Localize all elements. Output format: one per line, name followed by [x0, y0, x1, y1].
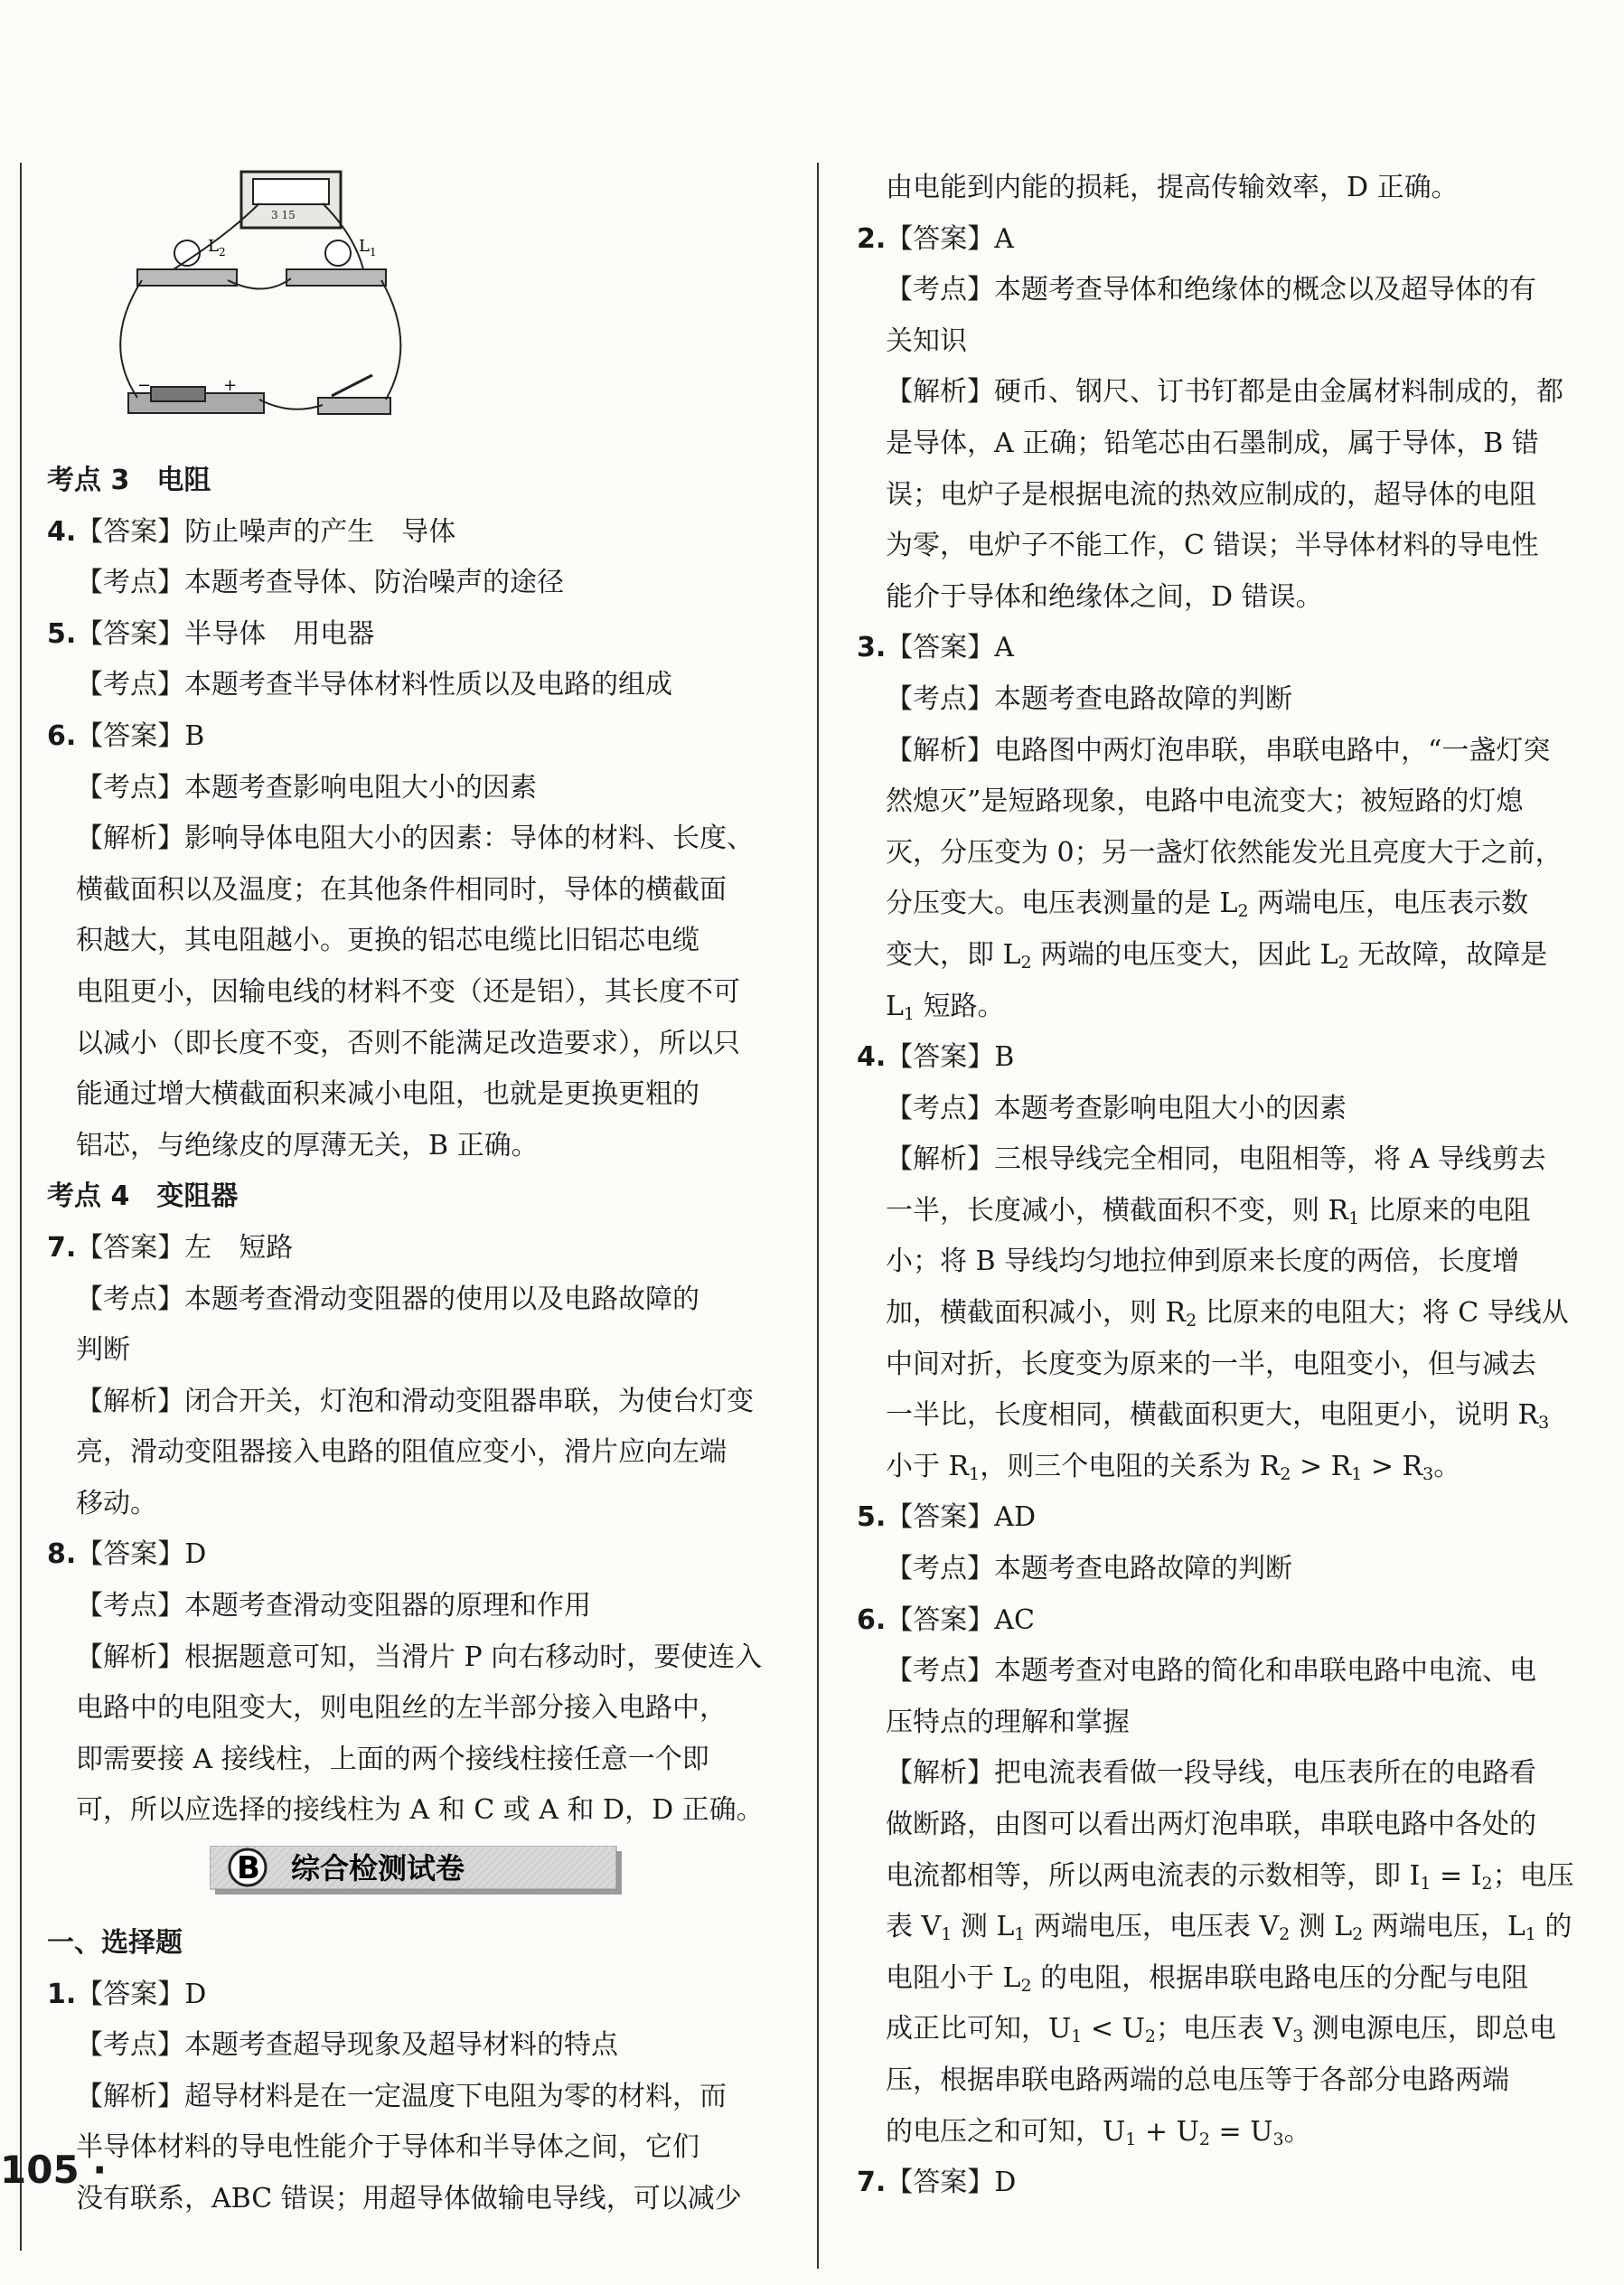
circuit-figure	[101, 163, 427, 452]
q3-answer: 3.【答案】A	[857, 632, 1014, 664]
q6-answer: 6.【答案】AC	[857, 1603, 1035, 1636]
q5-answer: 5.【答案】半导体 用电器	[47, 617, 375, 650]
lamp-base-left	[137, 269, 237, 286]
q7-answer: 7.【答案】左 短路	[47, 1231, 294, 1264]
q3-jiexi: 灭，分压变为 0；另一盏灯依然能发光且亮度大于之前，	[886, 836, 1563, 869]
svg-text:B: B	[237, 1850, 260, 1887]
q4-jiexi: 一半比，长度相同，横截面积更大，电阻更小，说明 $R_3$	[886, 1399, 1550, 1434]
q4-jiexi: 加，横截面积减小，则 $R_2$ 比原来的电阻大；将 C 导线从	[886, 1297, 1569, 1331]
q6-jiexi: 以减小（即长度不变，否则不能满足改造要求），所以只	[76, 1027, 740, 1059]
q4-jiexi: 【解析】三根导线完全相同，电阻相等，将 A 导线剪去	[886, 1143, 1546, 1176]
section-heading: 一、选择题	[47, 1927, 183, 1960]
q3-kaodian: 【考点】本题考查电路故障的判断	[886, 682, 1292, 715]
right-column	[857, 163, 1589, 2209]
q2-answer: 2.【答案】A	[857, 222, 1014, 255]
q4-answer: 4.【答案】B	[857, 1041, 1015, 1074]
q6-jiexi: 能通过增大横截面积来减小电阻，也就是更换更粗的	[76, 1078, 699, 1111]
q6-kaodian: 压特点的理解和掌握	[886, 1706, 1130, 1738]
q4-answer: 4.【答案】防止噪声的产生 导体	[47, 515, 456, 548]
q2-jiexi: 【解析】硬币、钢尺、订书钉都是由金属材料制成的，都	[886, 376, 1563, 409]
q7-kaodian: 判断	[76, 1334, 130, 1367]
q6-jiexi: 积越大，其电阻越小。更换的铝芯电缆比旧铝芯电缆	[76, 925, 699, 957]
bulb-icon	[325, 240, 351, 266]
section-banner	[210, 1846, 625, 1898]
q2-jiexi: 能介于导体和绝缘体之间，D 错误。	[886, 580, 1323, 613]
q5-answer: 5.【答案】AD	[857, 1501, 1036, 1534]
q2-kaodian: 【考点】本题考查导体和绝缘体的概念以及超导体的有	[886, 274, 1536, 306]
q7-jiexi: 亮，滑动变阻器接入电路的阻值应变小，滑片应向左端	[76, 1436, 727, 1469]
q1-jiexi: 【解析】超导材料是在一定温度下电阻为零的材料，而	[76, 2080, 727, 2112]
lamp-base-right	[286, 269, 386, 286]
q4-kaodian: 【考点】本题考查影响电阻大小的因素	[886, 1092, 1347, 1124]
bulb-icon	[174, 240, 200, 266]
q1-jiexi: 半导体材料的导电性能介于导体和半导体之间，它们	[76, 2131, 699, 2164]
q6-kaodian: 【考点】本题考查对电路的简化和串联电路中电流、电	[886, 1655, 1536, 1688]
q3-jiexi: $L_1$ 短路。	[886, 990, 1005, 1024]
q6-jiexi: 表 $V_1$ 测 $L_1$ 两端电压，电压表 $V_2$ 测 $L_2$ 两端电压，$L_1$ 的	[886, 1911, 1572, 1945]
q4-jiexi: 小；将 B 导线均匀地拉伸到原来长度的两倍，长度增	[886, 1246, 1520, 1278]
q1-kaodian: 【考点】本题考查超导现象及超导材料的特点	[76, 2029, 618, 2062]
q6-answer: 6.【答案】B	[47, 719, 205, 752]
q2-kaodian: 关知识	[886, 324, 967, 357]
q3-jiexi: 变大，即 $L_2$ 两端的电压变大，因此 $L_2$ 无故障，故障是	[886, 938, 1548, 973]
q6-kaodian: 【考点】本题考查影响电阻大小的因素	[76, 771, 537, 804]
q6-jiexi: 【解析】影响导体电阻大小的因素：导体的材料、长度、	[76, 823, 754, 855]
banner-title: 综合检测试卷	[291, 1851, 465, 1886]
lamp-label-l1: $L_1$	[359, 237, 377, 259]
q2-jiexi: 为零，电炉子不能工作，C 错误；半导体材料的导电性	[886, 530, 1539, 562]
q3-jiexi: 然熄灭”是短路现象，电路中电流变大；被短路的灯熄	[886, 785, 1524, 818]
q1-answer: 1.【答案】D	[47, 1978, 207, 2010]
q6-jiexi: 做断路，由图可以看出两灯泡串联，串联电路中各处的	[886, 1809, 1536, 1840]
q7-jiexi: 【解析】闭合开关，灯泡和滑动变阻器串联，为使台灯变	[76, 1385, 754, 1417]
q6-jiexi: 铝芯，与绝缘皮的厚薄无关，B 正确。	[76, 1129, 539, 1161]
q1-jiexi-cont: 由电能到内能的损耗，提高传输效率，D 正确。	[886, 172, 1459, 203]
section-heading: 考点 3 电阻	[47, 465, 211, 496]
q8-jiexi: 电路中的电阻变大，则电阻丝的左半部分接入电路中，	[76, 1692, 727, 1725]
q3-jiexi: 【解析】电路图中两灯泡串联，串联电路中，“一盏灯突	[886, 734, 1551, 766]
q6-jiexi: 横截面积以及温度；在其他条件相同时，导体的横截面	[76, 873, 727, 906]
q5-kaodian: 【考点】本题考查半导体材料性质以及电路的组成	[76, 669, 672, 701]
q8-jiexi: 可，所以应选择的接线柱为 A 和 C 或 A 和 D，D 正确。	[76, 1794, 764, 1827]
left-margin-rule	[20, 163, 22, 2251]
page-number: 105 ·	[0, 2148, 108, 2192]
q4-kaodian: 【考点】本题考查导体、防治噪声的途径	[76, 567, 564, 599]
lamp-label-l2: $L_2$	[208, 237, 226, 259]
q6-jiexi: 压，根据串联电路两端的总电压等于各部分电路两端	[886, 2064, 1509, 2096]
q6-jiexi: 【解析】把电流表看做一段导线，电压表所在的电路看	[886, 1757, 1536, 1790]
q6-jiexi: 的电压之和可知，$U_1 + U_2 = U_3$。	[886, 2115, 1311, 2149]
q2-jiexi: 误；电炉子是根据电流的热效应制成的，超导体的电阻	[886, 478, 1536, 511]
left-column	[47, 163, 797, 2225]
q3-jiexi: 分压变大。电压表测量的是 $L_2$ 两端电压，电压表示数	[886, 888, 1529, 922]
q7-kaodian: 【考点】本题考查滑动变阻器的使用以及电路故障的	[76, 1283, 699, 1315]
meter-scale: 3 15	[271, 209, 296, 221]
q6-jiexi: 电阻更小，因输电线的材料不变（还是铝），其长度不可	[76, 975, 740, 1008]
q6-jiexi: 电阻小于 $L_2$ 的电阻，根据串联电路电压的分配与电阻	[886, 1961, 1529, 1996]
q2-jiexi: 是导体，A 正确；铅笔芯由石墨制成，属于导体，B 错	[886, 427, 1539, 459]
q4-jiexi: 中间对折，长度变为原来的一半，电阻变小，但与减去	[886, 1348, 1536, 1380]
q4-jiexi: 小于 $R_1$，则三个电阻的关系为 $R_2 > R_1 > R_3$。	[886, 1450, 1461, 1484]
q7-jiexi: 移动。	[76, 1487, 157, 1519]
q8-jiexi: 即需要接 A 接线柱，上面的两个接线柱接任意一个即	[76, 1743, 709, 1775]
section-heading: 考点 4 变阻器	[47, 1180, 239, 1213]
q1-jiexi: 没有联系，ABC 错误；用超导体做输电导线，可以减少	[76, 2183, 742, 2214]
q4-jiexi: 一半，长度减小，横截面积不变，则 $R_1$ 比原来的电阻	[886, 1194, 1531, 1228]
q6-jiexi: 电流都相等，所以两电流表的示数相等，即 $I_1 = I_2$；电压	[886, 1859, 1574, 1894]
q7-answer: 7.【答案】D	[857, 2167, 1017, 2199]
q8-kaodian: 【考点】本题考查滑动变阻器的原理和作用	[76, 1590, 591, 1622]
svg-text:+: +	[223, 376, 238, 395]
q6-jiexi: 成正比可知，$U_1 < U_2$；电压表 $V_3$ 测电源电压，即总电	[886, 2013, 1556, 2047]
q8-answer: 8.【答案】D	[47, 1538, 207, 1571]
q8-jiexi: 【解析】根据题意可知，当滑片 P 向右移动时，要使连入	[76, 1641, 763, 1673]
q5-kaodian: 【考点】本题考查电路故障的判断	[886, 1553, 1292, 1585]
svg-text:−: −	[137, 376, 152, 395]
column-divider	[817, 163, 819, 2269]
switch-icon	[318, 398, 390, 414]
